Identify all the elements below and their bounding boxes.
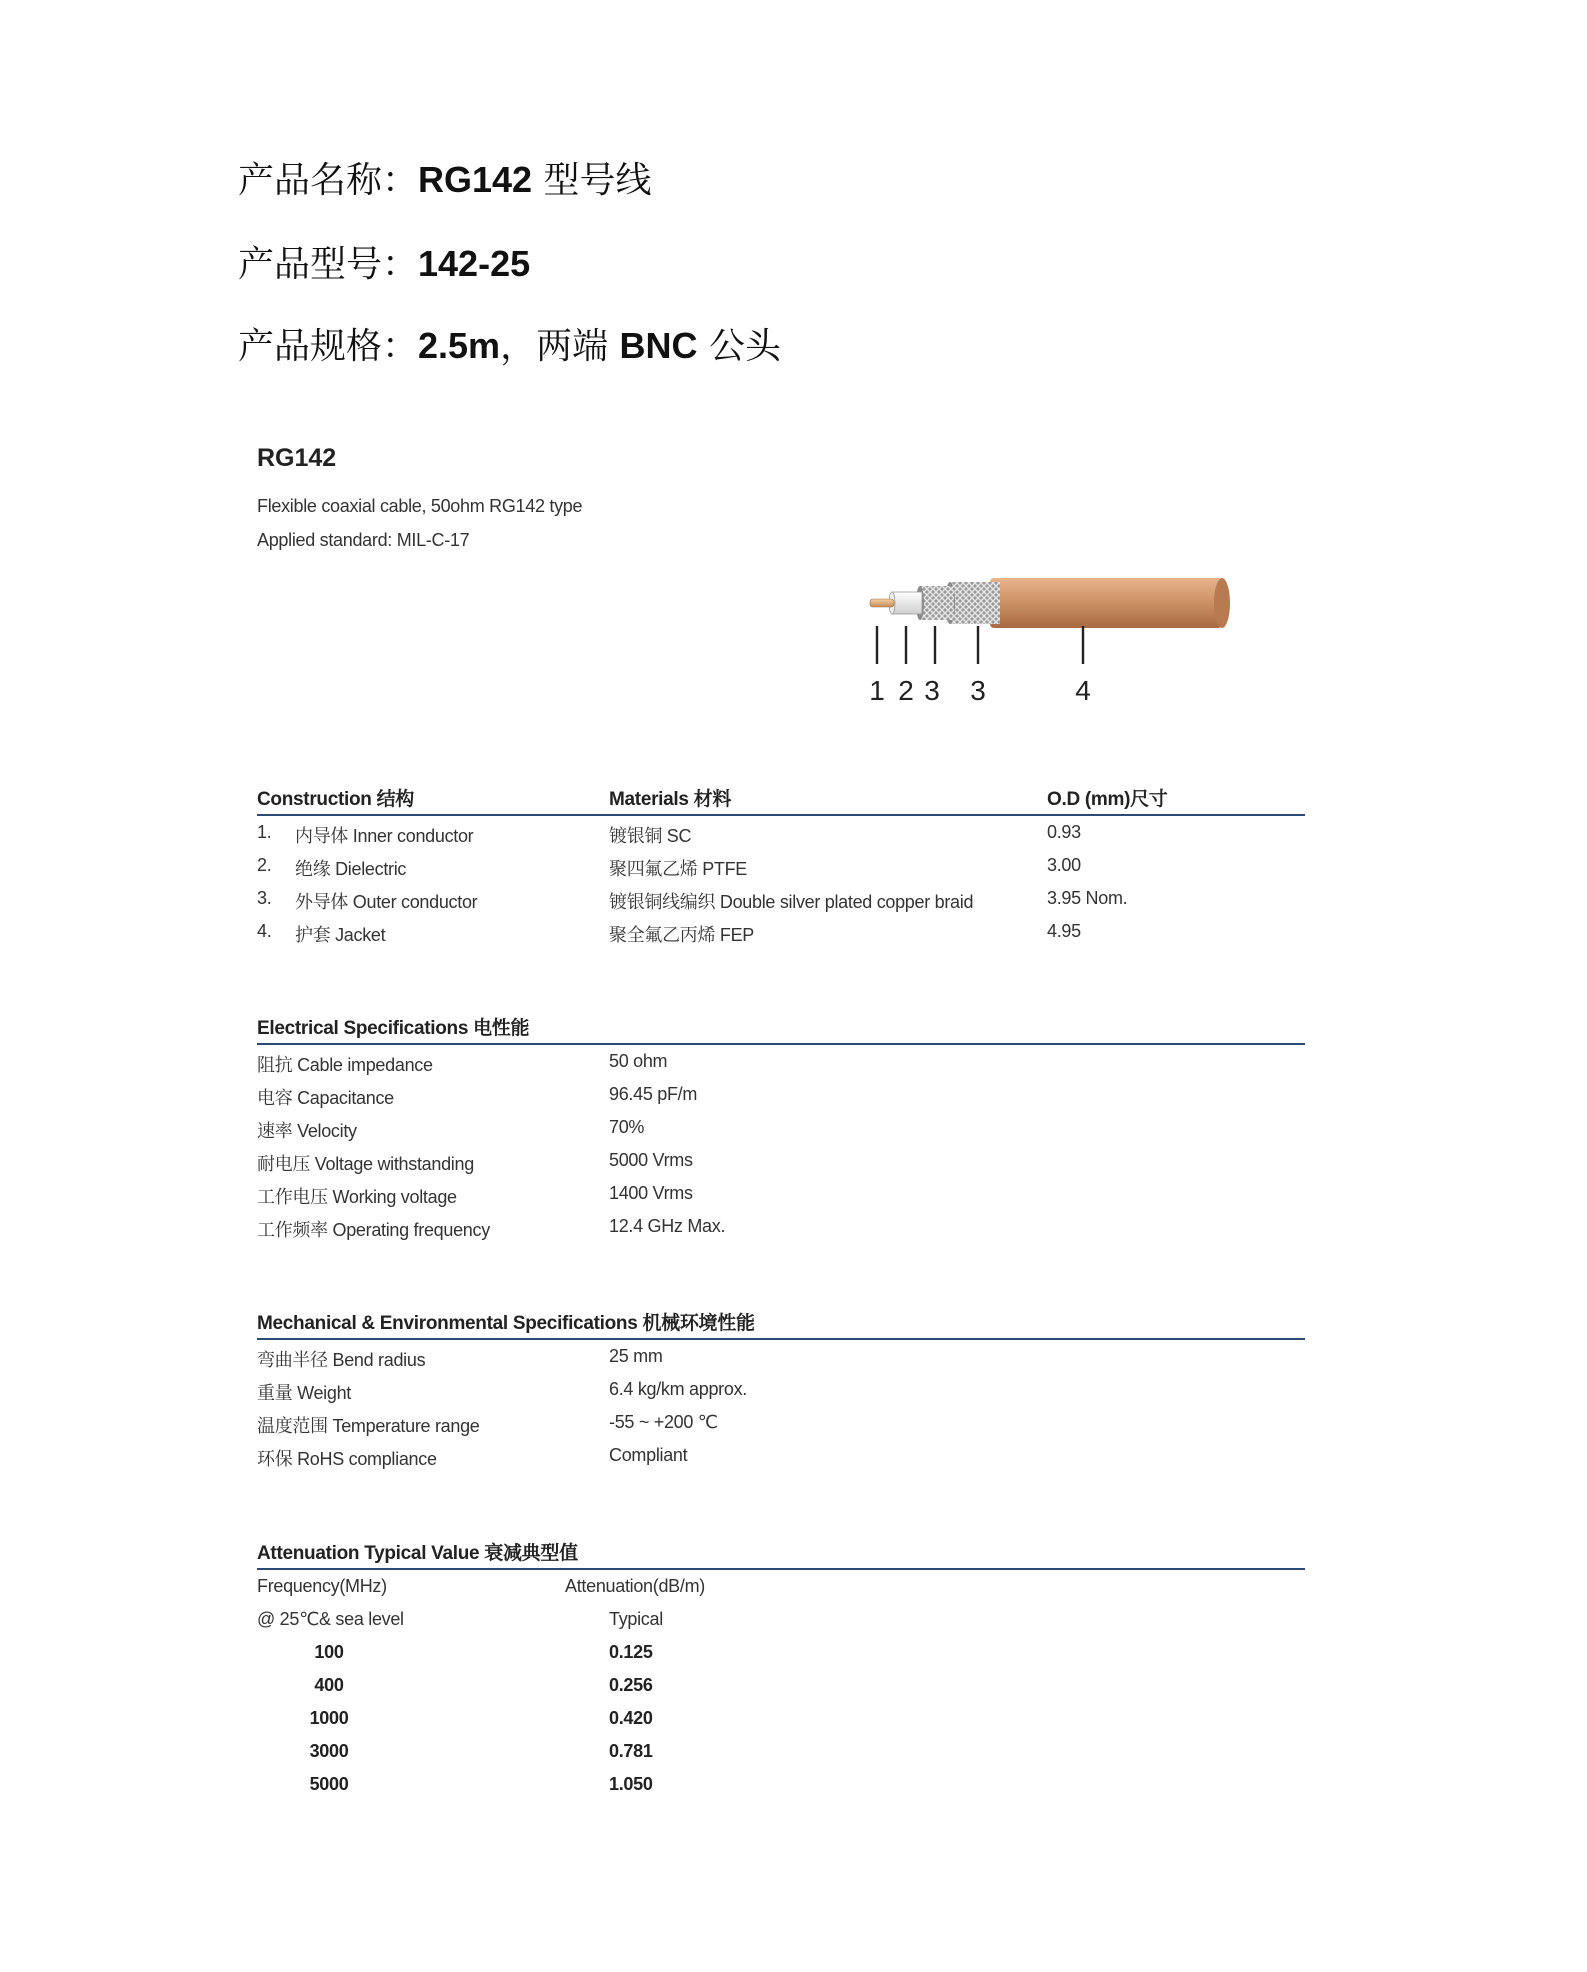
inner-braid-layer bbox=[920, 586, 954, 620]
spec-value: Compliant bbox=[609, 1445, 688, 1465]
frequency-value: 1000 bbox=[309, 1708, 349, 1728]
cable-drawing bbox=[870, 578, 1230, 664]
product-spec-connector: BNC bbox=[619, 325, 698, 366]
table-row bbox=[257, 915, 1305, 948]
product-model-value: 142-25 bbox=[418, 243, 531, 284]
spec-label: 环保 RoHS compliance bbox=[257, 1449, 437, 1469]
product-spec-mid: ，两端 bbox=[500, 326, 620, 367]
spec-value: 12.4 GHz Max. bbox=[609, 1216, 726, 1236]
part-name: 内导体 Inner conductor bbox=[295, 826, 474, 846]
spec-label: 工作频率 Operating frequency bbox=[257, 1220, 490, 1240]
typical-label: Typical bbox=[609, 1609, 663, 1629]
table-row bbox=[257, 1669, 1305, 1702]
table-row bbox=[257, 1210, 1305, 1243]
row-number: 1. bbox=[257, 822, 272, 842]
attenuation-value: 0.125 bbox=[609, 1642, 653, 1662]
spec-value: 5000 Vrms bbox=[609, 1150, 693, 1170]
table-row bbox=[257, 1768, 1305, 1801]
table-row bbox=[257, 849, 1305, 882]
spec-label: 速率 Velocity bbox=[257, 1121, 357, 1141]
outer-diameter: 0.93 bbox=[1047, 822, 1081, 842]
spec-value: -55 ~ +200 ℃ bbox=[609, 1412, 718, 1432]
inner-conductor bbox=[870, 599, 894, 607]
spec-label: 弯曲半径 Bend radius bbox=[257, 1350, 426, 1370]
attenuation-condition-row bbox=[257, 1603, 1305, 1636]
frequency-value: 400 bbox=[314, 1675, 344, 1695]
spec-label: 电容 Capacitance bbox=[257, 1088, 394, 1108]
electrical-specs-table bbox=[257, 1013, 1305, 1243]
table-row bbox=[257, 1111, 1305, 1144]
table-row bbox=[257, 1636, 1305, 1669]
product-spec-label: 产品规格： bbox=[238, 326, 419, 367]
frequency-value: 3000 bbox=[309, 1741, 349, 1761]
product-model-label: 产品型号： bbox=[238, 244, 419, 285]
table-row bbox=[257, 816, 1305, 849]
cable-structure-figure bbox=[840, 568, 1240, 710]
attenuation-value: 0.420 bbox=[609, 1708, 653, 1728]
attenuation-value: 0.781 bbox=[609, 1741, 653, 1761]
product-name-label: 产品名称： bbox=[238, 160, 419, 201]
spec-label: 工作电压 Working voltage bbox=[257, 1187, 457, 1207]
spec-value: 1400 Vrms bbox=[609, 1183, 693, 1203]
figure-label-3b: 3 bbox=[970, 675, 986, 706]
spec-label: 耐电压 Voltage withstanding bbox=[257, 1154, 474, 1174]
table-row bbox=[257, 1340, 1305, 1373]
table-row bbox=[257, 1439, 1305, 1472]
table-row bbox=[257, 1045, 1305, 1078]
figure-label-4: 4 bbox=[1075, 675, 1091, 706]
product-name-line bbox=[238, 152, 652, 203]
table-row bbox=[257, 1702, 1305, 1735]
mechanical-header bbox=[257, 1308, 1305, 1340]
material: 镀银铜 SC bbox=[609, 826, 692, 846]
outer-braid-layer bbox=[950, 582, 1000, 624]
figure-label-1: 1 bbox=[869, 675, 885, 706]
product-spec-length: 2.5m bbox=[418, 325, 501, 366]
outer-diameter: 3.00 bbox=[1047, 855, 1081, 875]
part-name: 护套 Jacket bbox=[295, 925, 386, 945]
spec-label: 温度范围 Temperature range bbox=[257, 1416, 480, 1436]
material: 聚全氟乙丙烯 FEP bbox=[609, 925, 755, 945]
spec-value: 25 mm bbox=[609, 1346, 663, 1366]
jacket-end bbox=[1214, 578, 1230, 628]
product-spec-suffix: 公头 bbox=[697, 326, 781, 367]
mechanical-specs-table bbox=[257, 1308, 1305, 1472]
test-condition: @ 25℃& sea level bbox=[257, 1609, 404, 1629]
mechanical-title: Mechanical & Environmental Specifications 机械环境性能 bbox=[257, 1313, 755, 1334]
spec-value: 50 ohm bbox=[609, 1051, 668, 1071]
spec-label: 重量 Weight bbox=[257, 1383, 351, 1403]
spec-value: 96.45 pF/m bbox=[609, 1084, 698, 1104]
materials-col-header: Materials 材料 bbox=[609, 789, 732, 810]
product-name-value: RG142 bbox=[418, 159, 533, 200]
table-row bbox=[257, 1177, 1305, 1210]
table-row bbox=[257, 882, 1305, 915]
attenuation-header bbox=[257, 1538, 1305, 1570]
part-name: 绝缘 Dielectric bbox=[295, 859, 407, 879]
electrical-header bbox=[257, 1013, 1305, 1045]
attenuation-value: 1.050 bbox=[609, 1774, 653, 1794]
part-name: 外导体 Outer conductor bbox=[295, 892, 478, 912]
frequency-value: 100 bbox=[314, 1642, 344, 1662]
table-row bbox=[257, 1144, 1305, 1177]
row-number: 2. bbox=[257, 855, 272, 875]
figure-label-2: 2 bbox=[898, 675, 914, 706]
table-row bbox=[257, 1406, 1305, 1439]
construction-table bbox=[257, 784, 1305, 948]
attenuation-value: 0.256 bbox=[609, 1675, 653, 1695]
datasheet-title: RG142 bbox=[257, 444, 337, 472]
electrical-title: Electrical Specifications 电性能 bbox=[257, 1018, 530, 1039]
material: 镀银铜线编织 Double silver plated copper braid bbox=[609, 892, 974, 912]
frequency-col-header: Frequency(MHz) bbox=[257, 1576, 387, 1596]
spec-value: 6.4 kg/km approx. bbox=[609, 1379, 747, 1399]
frequency-value: 5000 bbox=[309, 1774, 349, 1794]
datasheet-subtitle: Flexible coaxial cable, 50ohm RG142 type bbox=[257, 496, 583, 516]
material: 聚四氟乙烯 PTFE bbox=[609, 859, 748, 879]
figure-label-3a: 3 bbox=[924, 675, 940, 706]
row-number: 4. bbox=[257, 921, 272, 941]
outer-diameter: 3.95 Nom. bbox=[1047, 888, 1128, 908]
product-model-line bbox=[238, 236, 530, 287]
spec-value: 70% bbox=[609, 1117, 645, 1137]
table-row bbox=[257, 1373, 1305, 1406]
product-spec-line bbox=[238, 318, 781, 369]
construction-header bbox=[257, 784, 1305, 816]
outer-diameter: 4.95 bbox=[1047, 921, 1081, 941]
table-row bbox=[257, 1735, 1305, 1768]
attenuation-col-headers bbox=[257, 1570, 1305, 1603]
table-row bbox=[257, 1078, 1305, 1111]
attenuation-table bbox=[257, 1538, 1305, 1801]
spec-label: 阻抗 Cable impedance bbox=[257, 1055, 433, 1075]
jacket-layer bbox=[990, 578, 1222, 628]
dielectric-layer bbox=[892, 592, 922, 614]
product-name-suffix: 型号线 bbox=[532, 160, 652, 201]
row-number: 3. bbox=[257, 888, 272, 908]
attenuation-col-header: Attenuation(dB/m) bbox=[565, 1576, 705, 1596]
attenuation-title: Attenuation Typical Value 衰减典型值 bbox=[257, 1543, 578, 1564]
construction-col-header: Construction 结构 bbox=[257, 789, 414, 810]
datasheet-standard: Applied standard: MIL-C-17 bbox=[257, 530, 470, 550]
od-col-header: O.D (mm)尺寸 bbox=[1047, 789, 1168, 810]
